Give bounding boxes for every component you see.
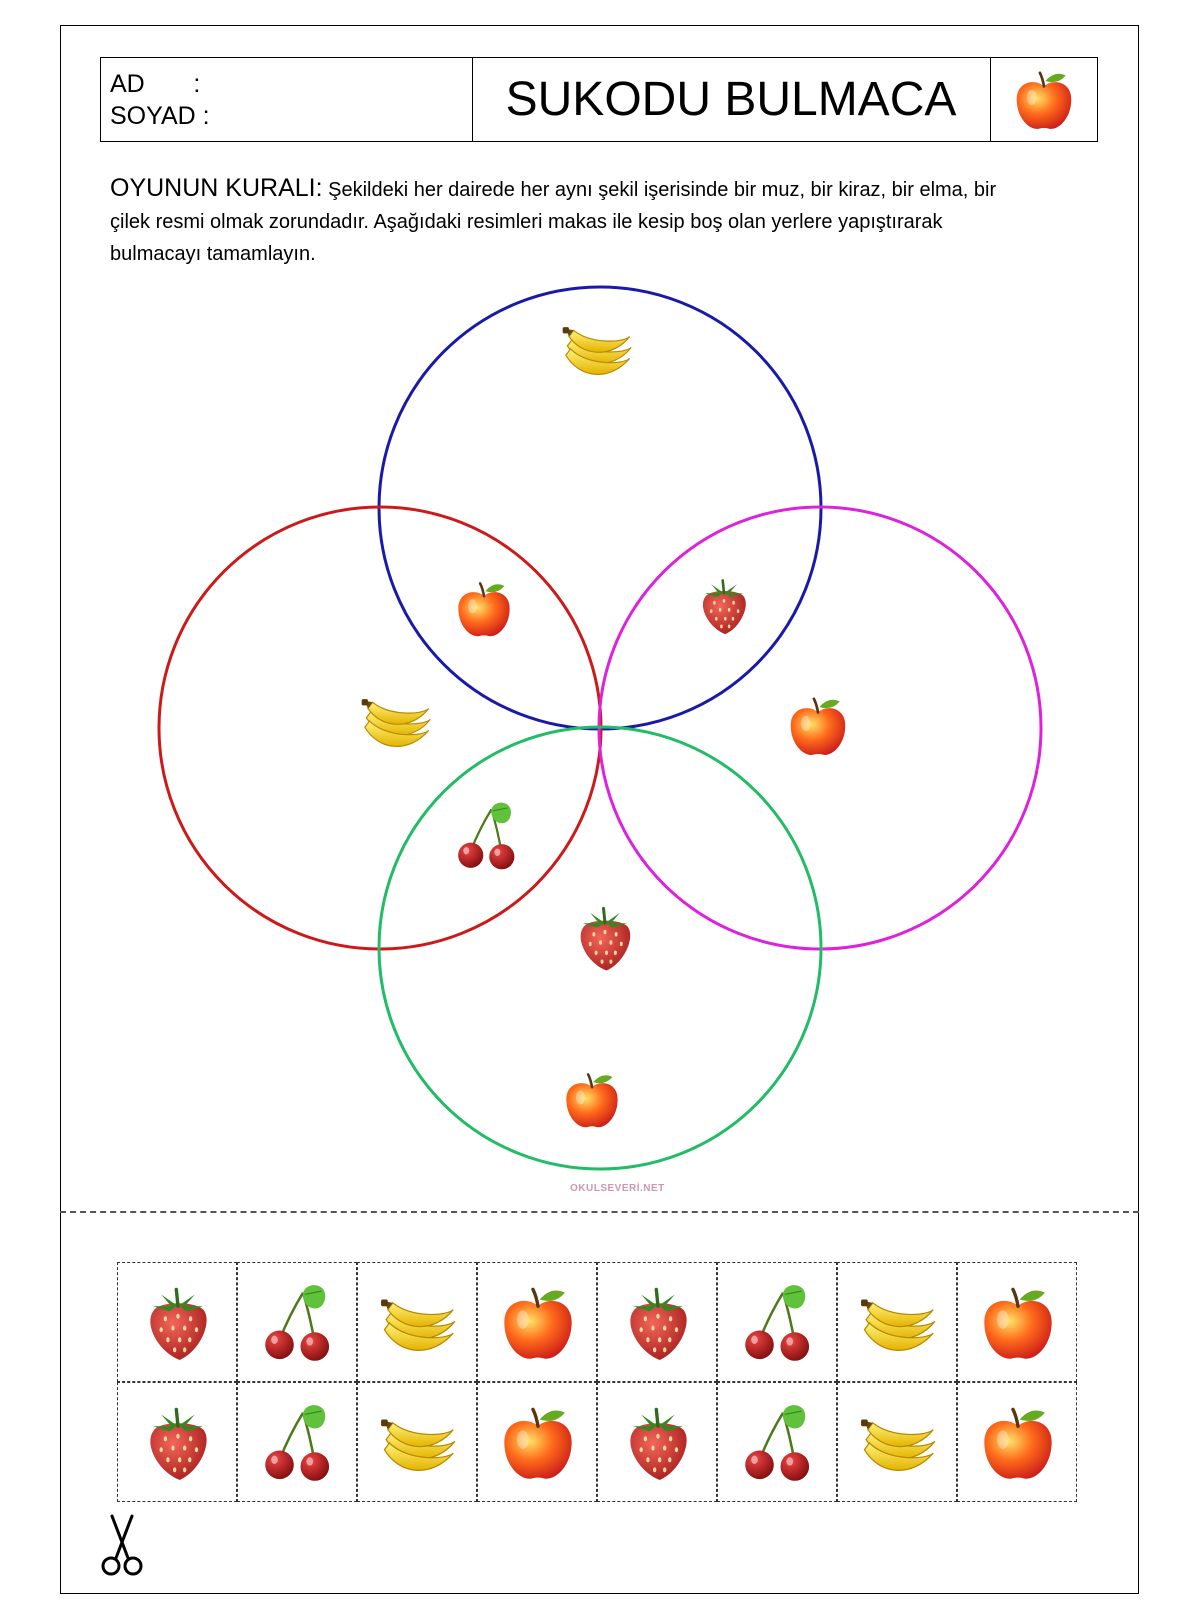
cutout-cell[interactable] [117, 1382, 237, 1502]
cutout-cell[interactable] [597, 1262, 717, 1382]
strawberry-icon [136, 1401, 220, 1485]
cherry-icon [736, 1401, 820, 1485]
cutout-cell[interactable] [237, 1262, 357, 1382]
page-title: SUKODU BULMACA [505, 73, 957, 126]
cherry-icon [256, 1281, 340, 1365]
cutout-cell[interactable] [477, 1382, 597, 1502]
cutout-cell[interactable] [837, 1382, 957, 1502]
strawberry-icon [136, 1281, 220, 1365]
cutout-cell[interactable] [957, 1382, 1077, 1502]
cutout-cell[interactable] [957, 1262, 1077, 1382]
apple-icon [976, 1281, 1060, 1365]
banana-icon [376, 1401, 460, 1485]
cutout-cell[interactable] [597, 1382, 717, 1502]
rules-title: OYUNUN KURALI: [110, 174, 323, 202]
cutout-cell[interactable] [717, 1382, 837, 1502]
cutout-cell[interactable] [237, 1382, 357, 1502]
apple-icon [496, 1401, 580, 1485]
apple-icon [976, 1401, 1060, 1485]
cutout-cell[interactable] [477, 1262, 597, 1382]
banana-icon [856, 1401, 940, 1485]
cutout-cell[interactable] [357, 1382, 477, 1502]
name-surname-label: AD : SOYAD : [110, 70, 210, 130]
strawberry-icon [616, 1281, 700, 1365]
cutout-cell[interactable] [117, 1262, 237, 1382]
cutout-cell[interactable] [717, 1262, 837, 1382]
cherry-icon [736, 1281, 820, 1365]
scissors-icon [98, 1514, 146, 1578]
cut-line [60, 1211, 1139, 1213]
cutout-cell[interactable] [837, 1262, 957, 1382]
watermark: OKULSEVERİ.NET [570, 1183, 665, 1194]
apple-icon [496, 1281, 580, 1365]
cutout-cell[interactable] [357, 1262, 477, 1382]
banana-icon [376, 1281, 460, 1365]
rules-text: Şekildeki her dairede her aynı şekil işerisinde bir muz, bir kiraz, bir elma, bir çilek resmi olmak zorundadır. Aşağıdaki resimleri makas ile kesip boş olan yerlere yapıştırarak bulmacayı tamamlayın. [110, 179, 997, 265]
strawberry-icon [616, 1401, 700, 1485]
cutout-grid [117, 1262, 1083, 1504]
banana-icon [856, 1281, 940, 1365]
cherry-icon [256, 1401, 340, 1485]
